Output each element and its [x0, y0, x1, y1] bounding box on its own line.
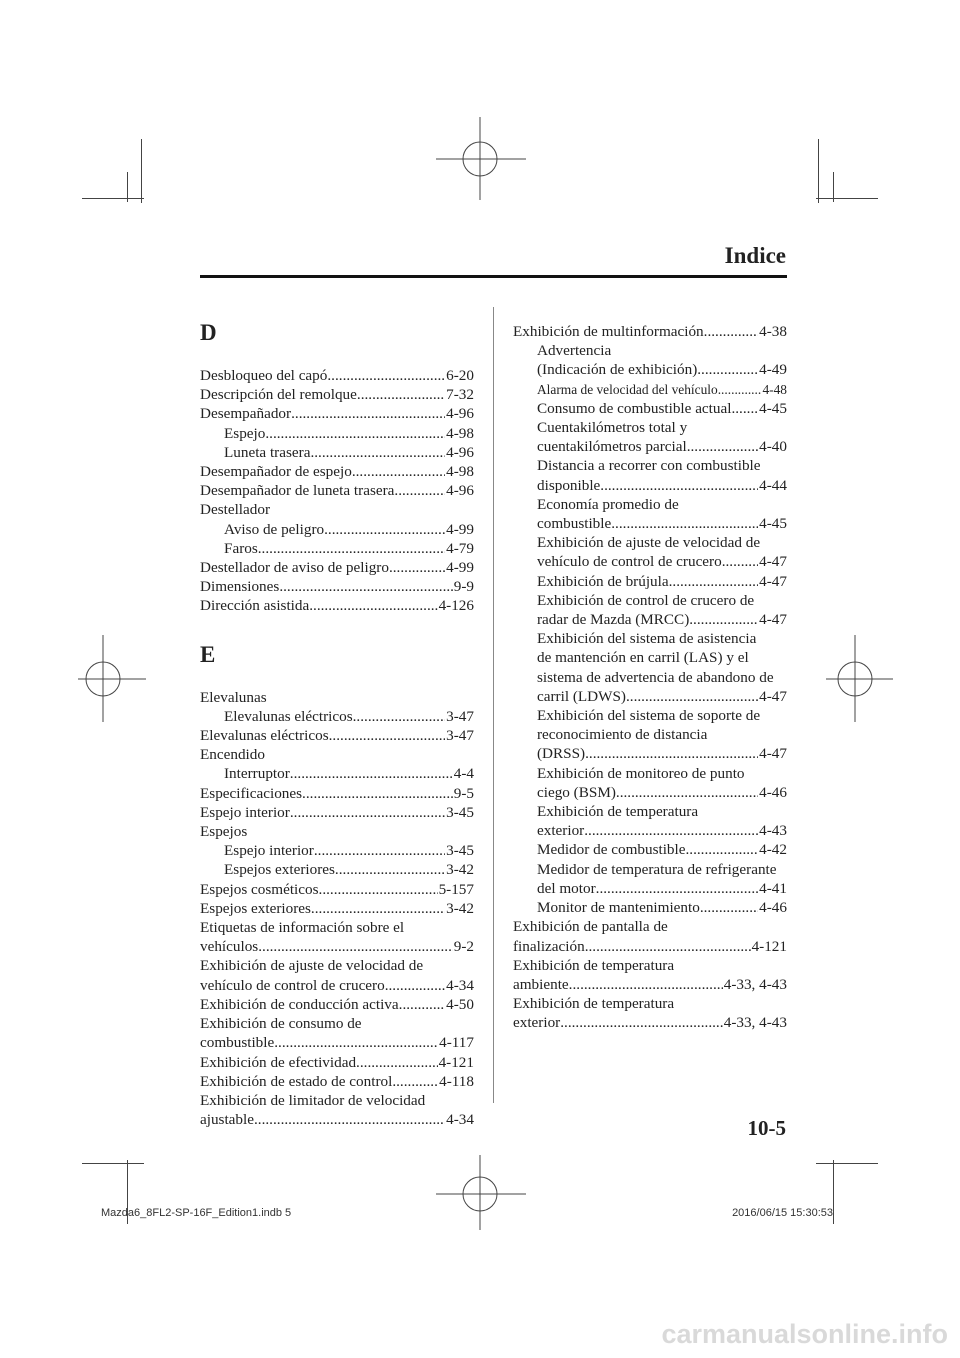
entry-page: 4-79 — [446, 539, 474, 557]
entry-text: Encendido — [200, 746, 265, 764]
entry-page: 3-47 — [446, 707, 474, 725]
dot-leader — [584, 821, 758, 840]
column-divider — [493, 307, 494, 1103]
index-entry — [513, 937, 787, 956]
index-entry — [513, 898, 787, 917]
entry-text: Espejo interior — [200, 803, 290, 821]
index-entry — [513, 552, 787, 571]
entry-text: Espejo — [224, 424, 266, 442]
index-entry — [513, 591, 787, 610]
entry-page: 4-47 — [759, 611, 787, 629]
dot-leader — [585, 744, 758, 763]
index-entry — [200, 1053, 474, 1072]
entry-page: 9-5 — [453, 784, 474, 802]
entry-text: Espejos exteriores — [200, 899, 311, 917]
dot-leader — [394, 481, 445, 500]
entry-page: 4-126 — [438, 597, 474, 615]
entry-page: 4-4 — [453, 765, 474, 783]
index-entry — [513, 994, 787, 1013]
dot-leader — [279, 577, 452, 596]
entry-text: Elevalunas eléctricos — [200, 727, 329, 745]
entry-text: Etiquetas de información sobre el — [200, 919, 405, 937]
dot-leader — [626, 687, 758, 706]
target-left — [78, 635, 146, 722]
index-entry — [513, 514, 787, 533]
entry-text: Economía promedio de — [537, 495, 679, 513]
dot-leader — [700, 898, 758, 917]
index-entry — [200, 520, 474, 539]
entry-page: 3-42 — [446, 899, 474, 917]
entry-text: cuentakilómetros parcial — [537, 438, 687, 456]
entry-text: Dimensiones — [200, 578, 280, 596]
entry-text: Exhibición de estado de control — [200, 1072, 393, 1090]
dot-leader — [560, 1013, 722, 1032]
entry-page: 4-99 — [446, 520, 474, 538]
index-entry — [200, 1110, 474, 1129]
entry-text: Exhibición de conducción activa — [200, 995, 399, 1013]
dot-leader — [254, 1110, 445, 1129]
entry-text: ciego (BSM) — [537, 783, 616, 801]
entry-text: Elevalunas eléctricos — [224, 707, 353, 725]
entry-page: 4-44 — [759, 476, 787, 494]
entry-text: Exhibición del sistema de soporte de — [537, 707, 761, 725]
entry-text: Exhibición de consumo de — [200, 1015, 362, 1033]
index-entry — [200, 995, 474, 1014]
entry-text: exterior — [537, 822, 585, 840]
entry-text: Desbloqueo del capó — [200, 367, 328, 384]
index-entry — [200, 596, 474, 615]
entry-text: disponible — [537, 476, 601, 494]
entry-page: 4-34 — [446, 976, 474, 994]
index-entry — [513, 860, 787, 879]
index-entry — [200, 764, 474, 783]
index-entry — [513, 879, 787, 898]
entry-text: (Indicación de exhibición) — [537, 361, 698, 379]
entry-page: 4-47 — [759, 745, 787, 763]
dot-leader — [258, 539, 445, 558]
index-entry — [513, 418, 787, 437]
index-entry — [513, 341, 787, 360]
index-entry — [200, 404, 474, 423]
entry-text: Luneta trasera — [224, 443, 311, 461]
entry-text: Espejos — [200, 823, 248, 841]
page-number: 10-5 — [747, 1116, 786, 1140]
index-entry — [200, 385, 474, 404]
entry-text: Advertencia — [537, 342, 612, 360]
entry-page: 4-98 — [446, 424, 474, 442]
entry-text: Destellador de aviso de peligro — [200, 559, 389, 577]
entry-page: 3-47 — [446, 727, 474, 745]
index-entry — [200, 366, 474, 385]
dot-leader — [258, 937, 453, 956]
dot-leader — [335, 860, 445, 879]
section-gap — [200, 616, 474, 638]
index-entry — [513, 687, 787, 706]
entry-text: Alarma de velocidad del vehículo — [537, 381, 718, 397]
index-entry — [200, 976, 474, 995]
dot-leader — [596, 879, 759, 898]
dot-leader — [611, 514, 758, 533]
index-entry — [200, 956, 474, 975]
entry-text: vehículo de control de crucero — [537, 553, 722, 571]
entry-text: Espejos cosméticos — [200, 880, 319, 898]
index-entry — [200, 577, 474, 596]
watermark: carmanualsonline.info — [661, 1319, 948, 1349]
entry-text: Cuentakilómetros total y — [537, 419, 688, 437]
index-entry — [513, 533, 787, 552]
index-entry — [200, 481, 474, 500]
entry-text: Desempañador de luneta trasera — [200, 482, 395, 500]
dot-leader — [704, 322, 759, 341]
entry-page: 4-45 — [759, 515, 787, 533]
entry-page: 4-98 — [446, 463, 474, 481]
dot-leader — [265, 424, 445, 443]
entry-page: 4-45 — [759, 399, 787, 417]
entry-text: Monitor de mantenimiento — [537, 899, 700, 917]
entry-text: reconocimiento de distancia — [537, 726, 708, 744]
dot-leader — [291, 404, 445, 423]
dot-leader — [616, 783, 758, 802]
dot-leader — [290, 803, 445, 822]
footer-file: Mazda6_8FL2-SP-16F_Edition1.indb 5 — [101, 1207, 292, 1219]
index-entry — [200, 822, 474, 841]
entry-page: 4-121 — [438, 1053, 474, 1071]
index-entry — [513, 725, 787, 744]
entry-page: 4-46 — [759, 899, 787, 917]
entry-text: Exhibición de temperatura — [513, 956, 675, 974]
index-column-left — [200, 316, 474, 1129]
entry-text: Desempañador — [200, 405, 292, 423]
index-entry — [200, 726, 474, 745]
index-column-right — [513, 322, 787, 1033]
dot-leader — [314, 841, 445, 860]
index-entry — [513, 706, 787, 725]
dot-leader — [311, 899, 445, 918]
entry-text: Exhibición de temperatura — [513, 995, 675, 1013]
entry-text: Consumo de combustible actual — [537, 399, 732, 417]
index-entry — [513, 744, 787, 763]
entry-page: 4-47 — [759, 553, 787, 571]
index-entry — [200, 784, 474, 803]
entry-page: 9-9 — [453, 578, 474, 596]
entry-text: Desempañador de espejo — [200, 463, 352, 481]
dot-leader — [569, 975, 723, 994]
index-entry — [513, 360, 787, 379]
entry-text: vehículo de control de crucero — [200, 976, 385, 994]
entry-text: vehículos — [200, 938, 259, 956]
index-entry — [200, 462, 474, 481]
index-entry — [513, 764, 787, 783]
entry-text: Exhibición de ajuste de velocidad de — [537, 534, 761, 552]
entry-text: Descripción del remolque — [200, 386, 357, 404]
entry-page: 3-45 — [446, 842, 474, 860]
index-entry — [200, 1014, 474, 1033]
dot-leader — [357, 385, 445, 404]
dot-leader — [290, 764, 453, 783]
entry-text: Espejo interior — [224, 842, 314, 860]
entry-page: 4-38 — [759, 323, 787, 340]
index-entry — [200, 500, 474, 519]
entry-text: finalización — [513, 937, 585, 955]
dot-leader — [697, 360, 758, 379]
entry-text: (DRSS) — [537, 745, 586, 763]
index-entry — [513, 975, 787, 994]
entry-text: ajustable — [200, 1111, 254, 1129]
entry-text: carril (LDWS) — [537, 687, 626, 705]
entry-page: 6-20 — [446, 367, 474, 384]
entry-page: 4-47 — [759, 687, 787, 705]
entry-page: 4-96 — [446, 405, 474, 423]
index-entry — [200, 688, 474, 707]
index-entry — [513, 495, 787, 514]
entry-page: 4-48 — [762, 381, 787, 397]
entry-text: Exhibición de brújula — [537, 572, 669, 590]
entry-page: 4-50 — [446, 995, 474, 1013]
index-entry — [513, 648, 787, 667]
entry-text: Aviso de peligro — [224, 520, 325, 538]
entry-text: Especificaciones — [200, 784, 303, 802]
entry-text: Exhibición de limitador de velocidad — [200, 1091, 426, 1109]
entry-text: Distancia a recorrer con combustible — [537, 457, 761, 475]
dot-leader — [600, 476, 758, 495]
dot-leader — [302, 784, 453, 803]
entry-text: Exhibición de pantalla de — [513, 918, 668, 936]
dot-leader — [310, 443, 445, 462]
index-entry — [513, 629, 787, 648]
index-entry — [200, 1091, 474, 1110]
index-entry — [200, 860, 474, 879]
dot-leader — [399, 995, 446, 1014]
index-entry — [513, 572, 787, 591]
index-entry — [513, 917, 787, 936]
entry-text: Exhibición de control de crucero de — [537, 591, 755, 609]
dot-leader — [327, 366, 445, 385]
entry-page: 4-46 — [759, 783, 787, 801]
index-entry — [200, 803, 474, 822]
entry-page: 4-96 — [446, 443, 474, 461]
index-entry — [200, 937, 474, 956]
target-bottom — [436, 1155, 526, 1230]
dot-leader — [687, 437, 758, 456]
entry-text: Medidor de temperatura de refrigerante — [537, 860, 777, 878]
index-entry — [513, 821, 787, 840]
entry-page: 4-40 — [759, 438, 787, 456]
entry-page: 4-34 — [446, 1111, 474, 1129]
entry-text: del motor — [537, 879, 596, 897]
entry-page: 4-99 — [446, 559, 474, 577]
dot-leader — [274, 1033, 438, 1052]
entry-page: 4-96 — [446, 482, 474, 500]
section-letter: E — [200, 641, 216, 667]
dot-leader — [309, 596, 437, 615]
index-entry — [200, 539, 474, 558]
index-entry — [513, 322, 787, 341]
dot-leader — [585, 937, 751, 956]
entry-text: de mantención en carril (LAS) y el — [537, 649, 749, 667]
dot-leader — [722, 552, 758, 571]
entry-text: Dirección asistida — [200, 597, 310, 615]
entry-page: 4-43 — [759, 822, 787, 840]
dot-leader — [319, 880, 438, 899]
index-entry — [513, 956, 787, 975]
index-entry — [513, 668, 787, 687]
entry-text: sistema de advertencia de abandono de — [537, 668, 774, 686]
index-entry — [200, 1072, 474, 1091]
entry-text: Faros — [224, 539, 258, 557]
index-entry — [513, 399, 787, 418]
dot-leader — [324, 520, 445, 539]
entry-page: 5-157 — [438, 880, 474, 898]
entry-page: 4-42 — [759, 841, 787, 859]
entry-page: 4-117 — [439, 1034, 474, 1052]
entry-text: exterior — [513, 1014, 561, 1032]
entry-text: Exhibición de temperatura — [537, 803, 699, 821]
title-rule — [200, 275, 787, 278]
footer-timestamp: 2016/06/15 15:30:53 — [732, 1207, 833, 1219]
page-title: Indice — [724, 243, 786, 268]
entry-page: 4-33, 4-43 — [723, 1014, 787, 1032]
index-entry — [200, 841, 474, 860]
target-top — [436, 117, 526, 200]
index-entry — [513, 1013, 787, 1032]
entry-text: Medidor de combustible — [537, 841, 686, 859]
entry-text: ambiente — [513, 975, 569, 993]
entry-page: 4-121 — [751, 937, 787, 955]
index-entry — [513, 840, 787, 859]
dot-leader — [352, 462, 445, 481]
entry-text: combustible — [200, 1034, 275, 1052]
entry-page: 3-42 — [446, 861, 474, 879]
index-entry — [200, 558, 474, 577]
entry-page: 4-118 — [439, 1072, 474, 1090]
entry-page: 3-45 — [446, 803, 474, 821]
index-entry — [200, 1033, 474, 1052]
entry-text: Interruptor — [224, 765, 290, 783]
dot-leader — [689, 610, 758, 629]
index-entry — [200, 899, 474, 918]
index-entry — [513, 783, 787, 802]
entry-text: Exhibición de ajuste de velocidad de — [200, 957, 424, 975]
entry-text: radar de Mazda (MRCC) — [537, 611, 690, 629]
entry-text: Elevalunas — [200, 688, 267, 706]
entry-text: Exhibición de multinformación — [513, 323, 704, 340]
entry-page: 4-41 — [759, 879, 787, 897]
dot-leader — [353, 707, 446, 726]
dot-leader — [392, 1072, 438, 1091]
index-entry — [200, 880, 474, 899]
entry-page: 4-47 — [759, 572, 787, 590]
dot-leader — [356, 1053, 438, 1072]
index-entry — [200, 745, 474, 764]
dot-leader — [731, 399, 758, 418]
dot-leader — [669, 572, 759, 591]
target-right — [826, 635, 893, 722]
index-entry — [513, 476, 787, 495]
dot-leader — [718, 380, 762, 399]
entry-text: Espejos exteriores — [224, 861, 335, 879]
dot-leader — [329, 726, 446, 745]
entry-page: 4-49 — [759, 361, 787, 379]
index-entry — [513, 610, 787, 629]
dot-leader — [389, 558, 445, 577]
entry-text: Exhibición de efectividad — [200, 1053, 357, 1071]
entry-text: combustible — [537, 515, 612, 533]
dot-leader — [385, 976, 445, 995]
dot-leader — [685, 840, 758, 859]
entry-text: Destellador — [200, 501, 271, 519]
entry-text: Exhibición del sistema de asistencia — [537, 630, 757, 648]
index-entry — [200, 707, 474, 726]
index-entry — [200, 918, 474, 937]
index-entry — [513, 437, 787, 456]
entry-page: 9-2 — [453, 938, 474, 956]
index-entry — [200, 424, 474, 443]
index-entry — [200, 443, 474, 462]
entry-page: 4-33, 4-43 — [723, 975, 787, 993]
index-entry — [513, 802, 787, 821]
entry-page: 7-32 — [446, 386, 474, 404]
section-letter: D — [200, 320, 217, 345]
index-entry — [513, 456, 787, 475]
entry-text: Exhibición de monitoreo de punto — [537, 764, 745, 782]
index-entry — [513, 380, 787, 399]
